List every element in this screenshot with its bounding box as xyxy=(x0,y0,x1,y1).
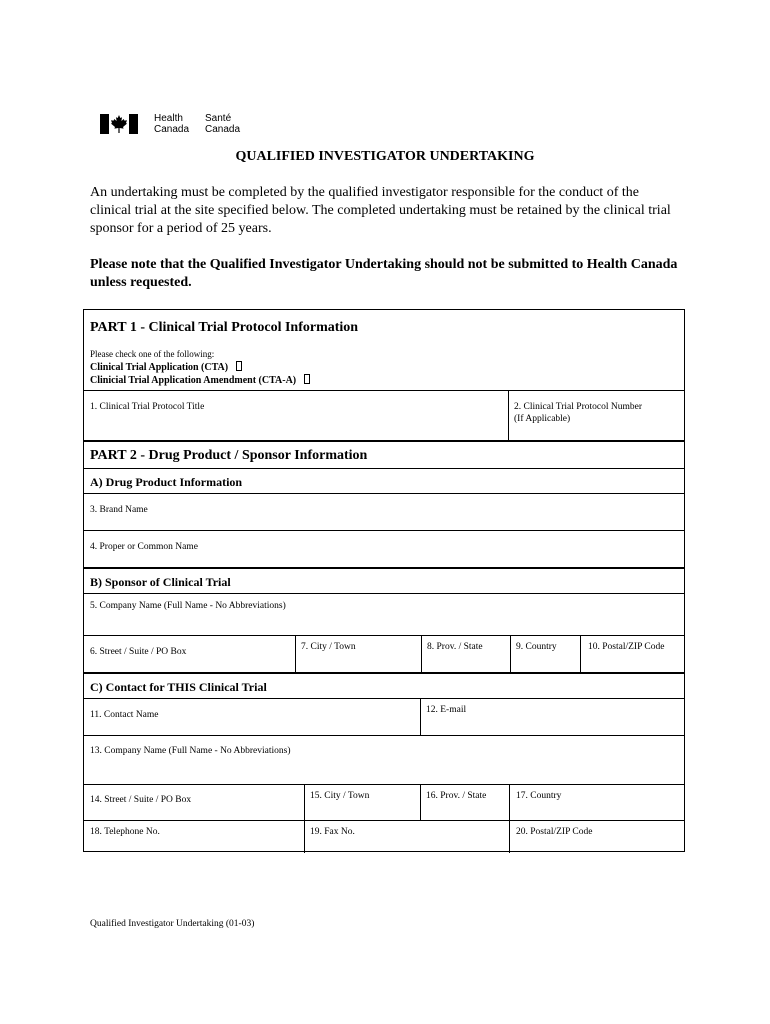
field-sponsor-company[interactable]: 5. Company Name (Full Name - No Abbreviations) xyxy=(90,601,286,611)
section-c-heading: C) Contact for THIS Clinical Trial xyxy=(90,680,267,694)
field-common-name[interactable]: 4. Proper or Common Name xyxy=(90,542,198,552)
part2-heading: PART 2 - Drug Product / Sponsor Information xyxy=(90,448,368,463)
option-cta-label: Clinical Trial Application (CTA) xyxy=(90,362,229,373)
part1-instruction: Please check one of the following: xyxy=(90,349,215,359)
field-contact-street[interactable]: 14. Street / Suite / PO Box xyxy=(90,795,192,805)
option-cta-a-label: Clinicial Trial Application Amendment (CTA-A) xyxy=(90,375,297,386)
field-sponsor-street[interactable]: 6. Street / Suite / PO Box xyxy=(90,647,187,657)
field-contact-name[interactable]: 11. Contact Name xyxy=(90,710,159,720)
maple-leaf-icon xyxy=(111,115,127,133)
department-name-en: Health Canada xyxy=(154,113,190,135)
field-sponsor-country[interactable]: 9. Country xyxy=(516,642,557,652)
note-paragraph: Please note that the Qualified Investigator Undertaking should not be submitted to Health Canada unless requested. xyxy=(90,257,678,290)
option-cta-a[interactable] xyxy=(90,374,310,387)
part1-heading: PART 1 - Clinical Trial Protocol Information xyxy=(90,320,359,335)
field-contact-city[interactable]: 15. City / Town xyxy=(310,791,370,801)
option-cta[interactable] xyxy=(90,361,242,374)
field-contact-country[interactable]: 17. Country xyxy=(516,791,562,801)
field-contact-company[interactable]: 13. Company Name (Full Name - No Abbreviations) xyxy=(90,746,291,756)
department-name-fr: Santé Canada xyxy=(205,113,241,135)
section-b-heading: B) Sponsor of Clinical Trial xyxy=(90,575,231,589)
canada-flag-icon xyxy=(100,114,138,134)
field-contact-prov[interactable]: 16. Prov. / State xyxy=(426,791,487,801)
field-protocol-number[interactable]: 2. Clinical Trial Protocol Number (If Applicable) xyxy=(514,402,642,424)
intro-paragraph: An undertaking must be completed by the qualified investigator responsible for the conduct of the clinical trial at the site specified below. The completed undertaking must be retained by the clinical trial sponsor for a period of 25 years. xyxy=(90,185,671,236)
field-sponsor-prov[interactable]: 8. Prov. / State xyxy=(427,642,483,652)
field-fax[interactable]: 19. Fax No. xyxy=(310,827,355,837)
field-brand-name[interactable]: 3. Brand Name xyxy=(90,505,148,515)
field-contact-email[interactable]: 12. E-mail xyxy=(426,705,467,715)
field-protocol-title[interactable]: 1. Clinical Trial Protocol Title xyxy=(90,402,205,412)
field-telephone[interactable]: 18. Telephone No. xyxy=(90,827,160,837)
document-title: QUALIFIED INVESTIGATOR UNDERTAKING xyxy=(235,149,535,164)
footer-form-id: Qualified Investigator Undertaking (01-03) xyxy=(90,919,255,929)
undertaking-form xyxy=(83,309,685,852)
field-contact-postal[interactable]: 20. Postal/ZIP Code xyxy=(516,827,593,837)
field-sponsor-city[interactable]: 7. City / Town xyxy=(301,642,356,652)
health-canada-logo xyxy=(100,113,260,137)
section-a-heading: A) Drug Product Information xyxy=(90,475,243,489)
cta-a-checkbox[interactable] xyxy=(304,374,310,384)
cta-checkbox[interactable] xyxy=(236,361,242,371)
field-sponsor-postal[interactable]: 10. Postal/ZIP Code xyxy=(588,642,665,652)
